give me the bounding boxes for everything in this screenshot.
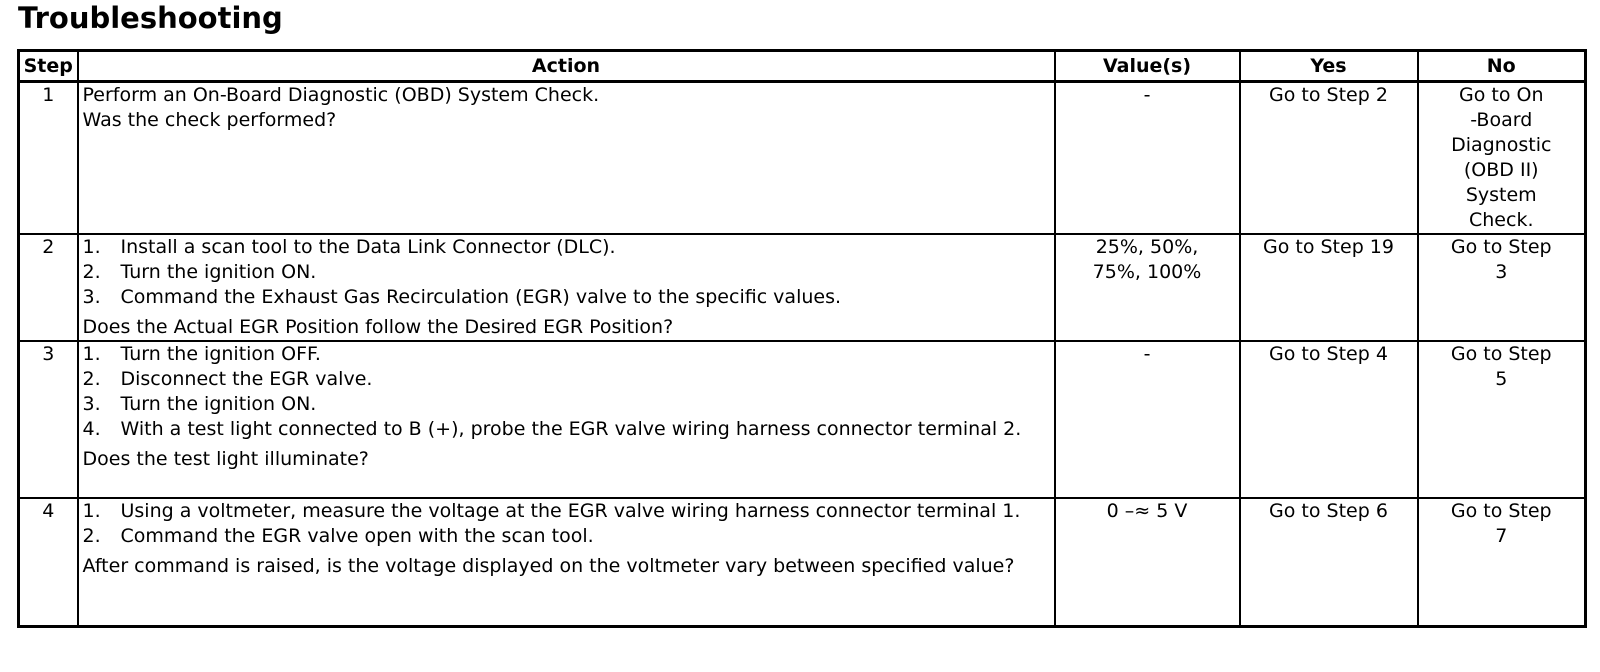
no-cell: [1418, 234, 1586, 341]
action-steps: [83, 235, 1050, 310]
yes-cell: Go to Step 6: [1240, 498, 1418, 627]
action-step: [83, 367, 1050, 392]
action-step: [83, 342, 1050, 367]
action-cell: [78, 82, 1055, 235]
action-text: Perform an On-Board Diagnostic (OBD) System Check.: [82, 84, 600, 106]
step-item-number: 1.: [82, 500, 101, 522]
table-header-row: [19, 51, 1586, 82]
action-question: Was the check performed?: [82, 109, 337, 131]
no-cell: [1418, 82, 1586, 235]
value-text: 25%, 50%, 75%, 100%: [1092, 236, 1202, 283]
step-item-number: 4.: [82, 418, 101, 440]
action-cell: [78, 234, 1055, 341]
yes-cell: Go to Step 19: [1240, 234, 1418, 341]
step-item-text: Turn the ignition ON.: [120, 261, 317, 283]
troubleshooting-table: [17, 49, 1587, 628]
action-question: Does the Actual EGR Position follow the Desired EGR Position?: [82, 316, 674, 338]
action-step: [83, 524, 1050, 549]
header-yes: Yes: [1240, 51, 1418, 82]
header-action: Action: [78, 51, 1055, 82]
value-cell: -: [1055, 82, 1240, 235]
action-step: [83, 499, 1050, 524]
no-cell: [1418, 341, 1586, 498]
action-step: [83, 285, 1050, 310]
action-step: [83, 417, 1050, 442]
header-no: No: [1418, 51, 1586, 82]
step-number: 4: [19, 498, 78, 627]
action-question: After command is raised, is the voltage displayed on the voltmeter vary between specified value?: [82, 555, 1015, 577]
step-item-text: Command the EGR valve open with the scan tool.: [120, 525, 594, 547]
table-row: [19, 498, 1586, 627]
step-item-number: 1.: [82, 343, 101, 365]
action-cell: [78, 498, 1055, 627]
action-step: [83, 260, 1050, 285]
table-row: [19, 341, 1586, 498]
step-number: 3: [19, 341, 78, 498]
no-text: Go to Step 7: [1450, 500, 1552, 547]
header-values: Value(s): [1055, 51, 1240, 82]
step-item-text: With a test light connected to B (+), probe the EGR valve wiring harness connector terminal 2.: [120, 418, 1022, 440]
step-item-number: 3.: [82, 393, 101, 415]
action-step: [83, 235, 1050, 260]
step-item-number: 2.: [82, 368, 101, 390]
step-item-text: Install a scan tool to the Data Link Connector (DLC).: [120, 236, 616, 258]
table-row: [19, 234, 1586, 341]
yes-cell: Go to Step 2: [1240, 82, 1418, 235]
value-cell: 0 –≈ 5 V: [1055, 498, 1240, 627]
step-item-text: Turn the ignition ON.: [120, 393, 317, 415]
value-cell: [1055, 234, 1240, 341]
step-item-text: Using a voltmeter, measure the voltage at the EGR valve wiring harness connector terminal 1.: [120, 500, 1021, 522]
action-question: Does the test light illuminate?: [82, 448, 369, 470]
no-cell: [1418, 498, 1586, 627]
step-item-number: 2.: [82, 261, 101, 283]
yes-cell: Go to Step 4: [1240, 341, 1418, 498]
step-item-number: 3.: [82, 286, 101, 308]
action-step: [83, 392, 1050, 417]
no-text: Go to Step 3: [1450, 236, 1552, 283]
action-steps: [83, 342, 1050, 442]
step-number: 2: [19, 234, 78, 341]
step-item-text: Disconnect the EGR valve.: [120, 368, 373, 390]
step-item-text: Command the Exhaust Gas Recirculation (EGR) valve to the specific values.: [120, 286, 842, 308]
action-steps: [83, 499, 1050, 549]
no-text: Go to On -Board Diagnostic (OBD II) System Check.: [1451, 84, 1552, 231]
step-item-number: 1.: [82, 236, 101, 258]
value-cell: -: [1055, 341, 1240, 498]
action-cell: [78, 341, 1055, 498]
page-title: Troubleshooting: [18, 1, 283, 35]
header-step: Step: [19, 51, 78, 82]
step-number: 1: [19, 82, 78, 235]
table-row: [19, 82, 1586, 235]
step-item-number: 2.: [82, 525, 101, 547]
no-text: Go to Step 5: [1450, 343, 1552, 390]
step-item-text: Turn the ignition OFF.: [120, 343, 321, 365]
